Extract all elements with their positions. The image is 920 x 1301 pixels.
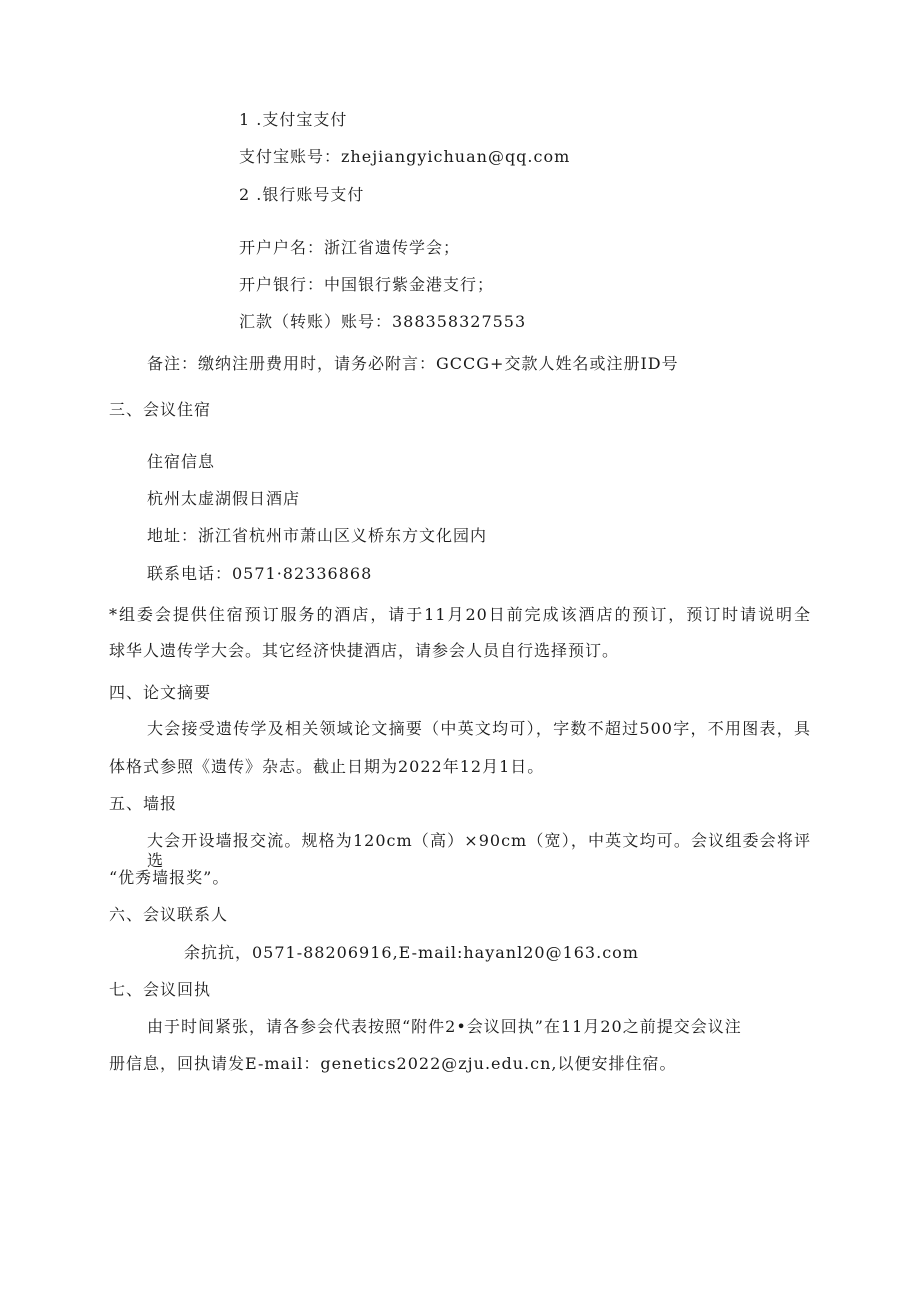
section-heading-poster: 五、墙报 xyxy=(109,794,178,813)
section-heading-accommodation: 三、会议住宿 xyxy=(109,400,212,419)
alipay-account: 支付宝账号：zhejiangyichuan@qq.com xyxy=(239,147,571,166)
section-heading-abstract: 四、论文摘要 xyxy=(109,683,212,702)
receipt-line2: 册信息，回执请发E-mail：genetics2022@zju.edu.cn,以便安排住宿。 xyxy=(109,1054,677,1073)
poster-line2: “优秀墙报奖”。 xyxy=(109,868,230,887)
accommodation-notice-line1: *组委会提供住宿预订服务的酒店，请于11月20日前完成该酒店的预订，预订时请说明全 xyxy=(109,605,811,624)
abstract-line2: 体格式参照《遗传》杂志。截止日期为2022年12月1日。 xyxy=(109,757,545,776)
hotel-address: 地址：浙江省杭州市萧山区义桥东方文化园内 xyxy=(147,526,488,545)
bank-title: 2 .银行账号支付 xyxy=(239,185,365,204)
accommodation-notice-line2: 球华人遗传学大会。其它经济快捷酒店，请参会人员自行选择预订。 xyxy=(109,641,620,660)
alipay-title: 1 .支付宝支付 xyxy=(239,110,348,129)
hotel-name: 杭州太虚湖假日酒店 xyxy=(147,489,301,508)
abstract-line1: 大会接受遗传学及相关领域论文摘要（中英文均可），字数不超过500字，不用图表，具 xyxy=(147,719,811,738)
account-name: 开户户名：浙江省遗传学会； xyxy=(239,238,461,257)
section-heading-receipt: 七、会议回执 xyxy=(109,980,212,999)
contact-line: 余抗抗，0571-88206916,E-mail:hayanl20@163.com xyxy=(184,943,639,962)
section-heading-contact: 六、会议联系人 xyxy=(109,905,229,924)
receipt-line1: 由于时间紧张，请各参会代表按照“附件2•会议回执”在11月20之前提交会议注 xyxy=(147,1017,742,1036)
bank-name: 开户银行：中国银行紫金港支行； xyxy=(239,275,495,294)
hotel-phone: 联系电话：0571·82336868 xyxy=(147,564,373,583)
payment-note: 备注：缴纳注册费用时，请务必附言：GCCG+交款人姓名或注册ID号 xyxy=(147,354,679,373)
accommodation-info-label: 住宿信息 xyxy=(147,452,216,471)
remit-account: 汇款（转账）账号：388358327553 xyxy=(239,312,527,331)
poster-line1: 大会开设墙报交流。规格为120cm（高）×90cm（宽），中英文均可。会议组委会将评选 xyxy=(147,831,811,870)
